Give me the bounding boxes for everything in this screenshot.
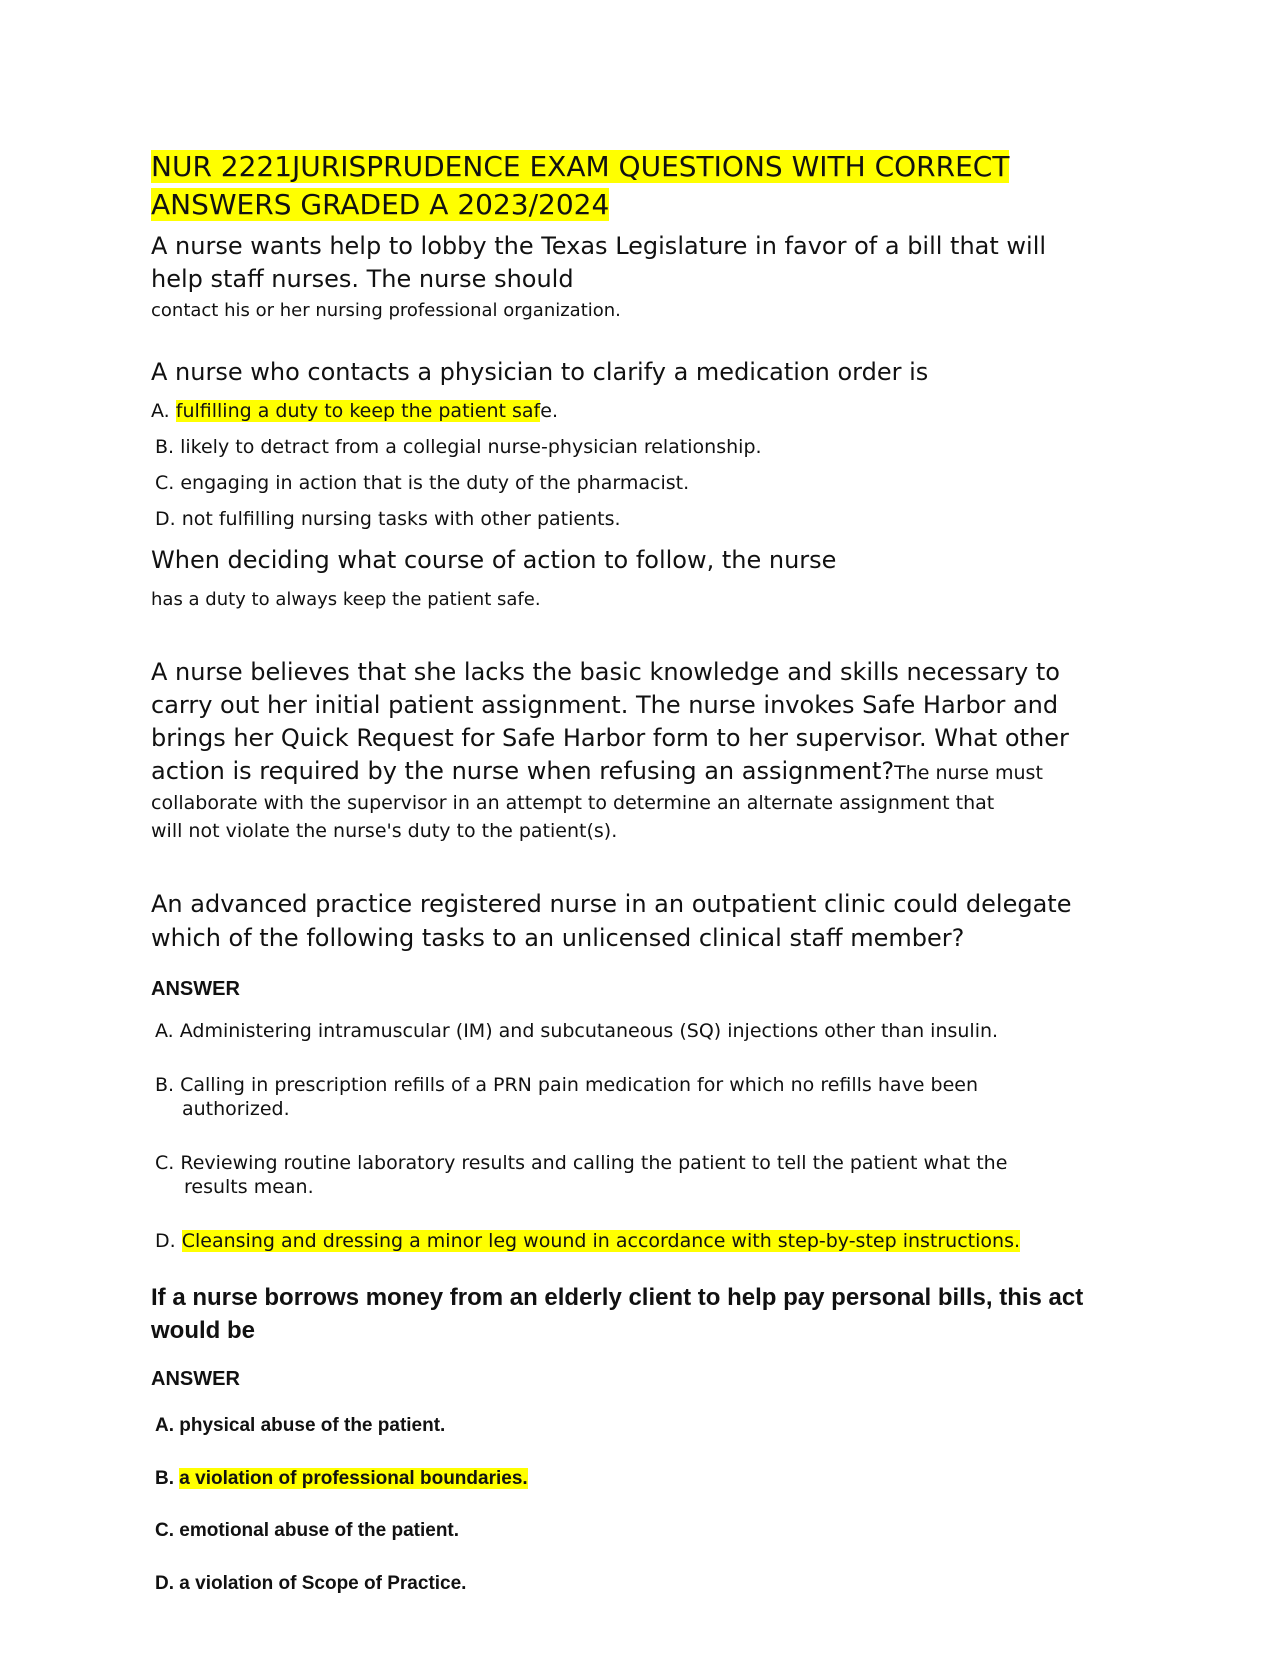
question-6-line-1: If a nurse borrows money from an elderly client to help pay personal bills, this act xyxy=(151,1284,1084,1311)
question-2-option-b: B. likely to detract from a collegial nurse-physician relationship. xyxy=(155,436,762,458)
question-4-answer-start: The nurse must xyxy=(894,762,1043,784)
question-5-line-1: An advanced practice registered nurse in an outpatient clinic could delegate xyxy=(151,890,1072,918)
question-4-answer-line-2: collaborate with the supervisor in an attempt to determine an alternate assignment that xyxy=(151,792,995,814)
q6-option-b-highlight: a violation of professional boundaries. xyxy=(179,1468,528,1489)
question-2-text: A nurse who contacts a physician to clarify a medication order is xyxy=(151,358,929,386)
question-6-option-c: C. emotional abuse of the patient. xyxy=(155,1520,460,1541)
question-6-answer-label: ANSWER xyxy=(151,1368,240,1390)
question-3-text: When deciding what course of action to follow, the nurse xyxy=(151,546,837,574)
option-d-label: D. xyxy=(155,1230,182,1252)
question-4-answer-line-3: will not violate the nurse's duty to the patient(s). xyxy=(151,820,618,842)
question-4-line-1: A nurse believes that she lacks the basic knowledge and skills necessary to xyxy=(151,658,1060,686)
option-d-highlight: Cleansing and dressing a minor leg wound in accordance with step-by-step instructions. xyxy=(181,1230,1021,1252)
question-4-line-4-text: action is required by the nurse when refusing an assignment? xyxy=(151,757,895,785)
question-6-line-2: would be xyxy=(151,1317,255,1344)
question-5-line-2: which of the following tasks to an unlicensed clinical staff member? xyxy=(151,924,965,952)
option-a-highlight: fulfilling a duty to keep the patient saf xyxy=(175,400,541,422)
question-5-option-c-line-2: results mean. xyxy=(184,1176,314,1198)
question-5-option-a: A. Administering intramuscular (IM) and subcutaneous (SQ) injections other than insulin. xyxy=(155,1020,999,1042)
question-6-option-b xyxy=(155,1466,528,1492)
option-a-label: A. xyxy=(151,400,176,422)
question-5-option-b-line-2: authorized. xyxy=(182,1098,290,1120)
question-6-option-a: A. physical abuse of the patient. xyxy=(155,1415,446,1436)
question-1-line-1: A nurse wants help to lobby the Texas Legislature in favor of a bill that will xyxy=(151,232,1047,260)
document-title-line-2 xyxy=(151,186,609,224)
question-2-option-a xyxy=(151,398,558,424)
question-5-option-c-line-1: C. Reviewing routine laboratory results and calling the patient to tell the patient what the xyxy=(155,1152,1008,1174)
question-5-option-d xyxy=(155,1228,1020,1254)
question-6-option-d: D. a violation of Scope of Practice. xyxy=(155,1573,467,1594)
title-highlight-2: ANSWERS GRADED A 2023/2024 xyxy=(151,188,610,221)
question-4-line-4 xyxy=(151,755,1043,788)
question-5-answer-label: ANSWER xyxy=(151,978,240,1000)
title-highlight-1: NUR 2221JURISPRUDENCE EXAM QUESTIONS WITH CORRECT xyxy=(151,150,1010,183)
question-4-line-3: brings her Quick Request for Safe Harbor form to her supervisor. What other xyxy=(151,724,1069,752)
question-4-line-2: carry out her initial patient assignment. The nurse invokes Safe Harbor and xyxy=(151,691,1059,719)
question-3-answer: has a duty to always keep the patient safe. xyxy=(151,589,541,610)
option-a-rest: e. xyxy=(540,400,558,422)
question-5-option-b-line-1: B. Calling in prescription refills of a PRN pain medication for which no refills have been xyxy=(155,1074,979,1096)
q6-option-b-label: B. xyxy=(155,1468,180,1489)
question-1-answer: contact his or her nursing professional organization. xyxy=(151,300,621,321)
question-2-option-d: D. not fulfilling nursing tasks with other patients. xyxy=(155,508,621,530)
document-title-line-1 xyxy=(151,148,1009,186)
question-2-option-c: C. engaging in action that is the duty of the pharmacist. xyxy=(155,472,690,494)
question-1-line-2: help staff nurses. The nurse should xyxy=(151,265,574,293)
